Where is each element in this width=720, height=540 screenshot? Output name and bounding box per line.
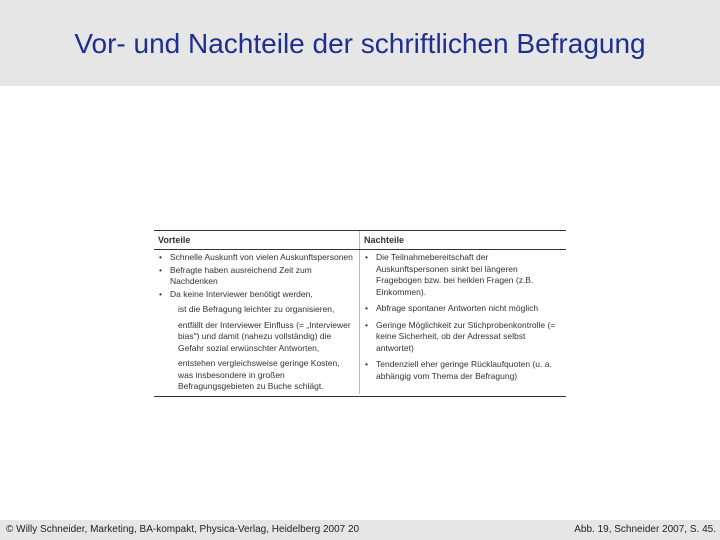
list-item [158,289,355,301]
disadvantages-column [360,250,566,394]
disadvantage-text: Abfrage spontaner Antworten nicht möglich [376,303,539,313]
advantage-subitem: ist die Befragung leichter zu organisieren, [178,304,335,314]
list-item [364,320,562,355]
table-header-row [154,231,566,250]
footer-citation: © Willy Schneider, Marketing, BA-kompakt, Physica-Verlag, Heidelberg 2007 20 [6,524,360,535]
page-title: Vor- und Nachteile der schriftlichen Befragung [74,28,646,59]
header-bar [0,0,720,86]
list-item [364,252,562,298]
disadvantage-text: Die Teilnahmebereitschaft der Auskunftspersonen sinkt bei längeren Fragebogen bzw. bei heiklen Fragen (z.B. Einkommen). [376,252,534,297]
list-item [158,265,355,288]
advantage-text: Da keine Interviewer benötigt werden, [170,288,313,299]
advantage-text: Schnelle Auskunft von vielen Auskunftspersonen [170,252,353,262]
bullet-icon: • [159,264,162,275]
advantage-text: Befragte haben ausreichend Zeit zum Nachdenken [170,264,312,286]
bullet-icon: • [365,252,368,262]
bullet-icon: • [159,252,162,262]
disadvantage-text: Geringe Möglichkeit zur Stichprobenkontrolle (= keine Sicherheit, ob der Adressat selbst antwortet) [376,319,556,353]
list-item [364,303,562,315]
list-item [158,252,355,264]
pros-cons-table [154,230,566,397]
bullet-icon: • [365,319,368,330]
advantage-subitem: entfällt der Interviewer Einfluss (= „Interviewer bias") und damit (nahezu vollständig) die Gefahr sozial erwünschter Antworten, [178,319,351,353]
list-item [364,359,562,382]
header-advantages: Vorteile [154,231,360,249]
advantages-column [154,250,360,394]
table-body [154,250,566,396]
header-disadvantages: Nachteile [364,235,405,245]
footer-figure-reference: Abb. 19, Schneider 2007, S. 45. [574,524,716,535]
advantage-subitem: entstehen vergleichsweise geringe Kosten, was insbesondere in großen Befragungsgebieten zu Buche schlägt. [178,358,340,391]
footer-bar [0,520,720,540]
disadvantage-text: Tendenziell eher geringe Rücklaufquoten (u. a. abhängig vom Thema der Befragung) [376,359,552,381]
bullet-icon: • [365,303,368,313]
bullet-icon: • [159,288,162,299]
bullet-icon: • [365,359,368,369]
